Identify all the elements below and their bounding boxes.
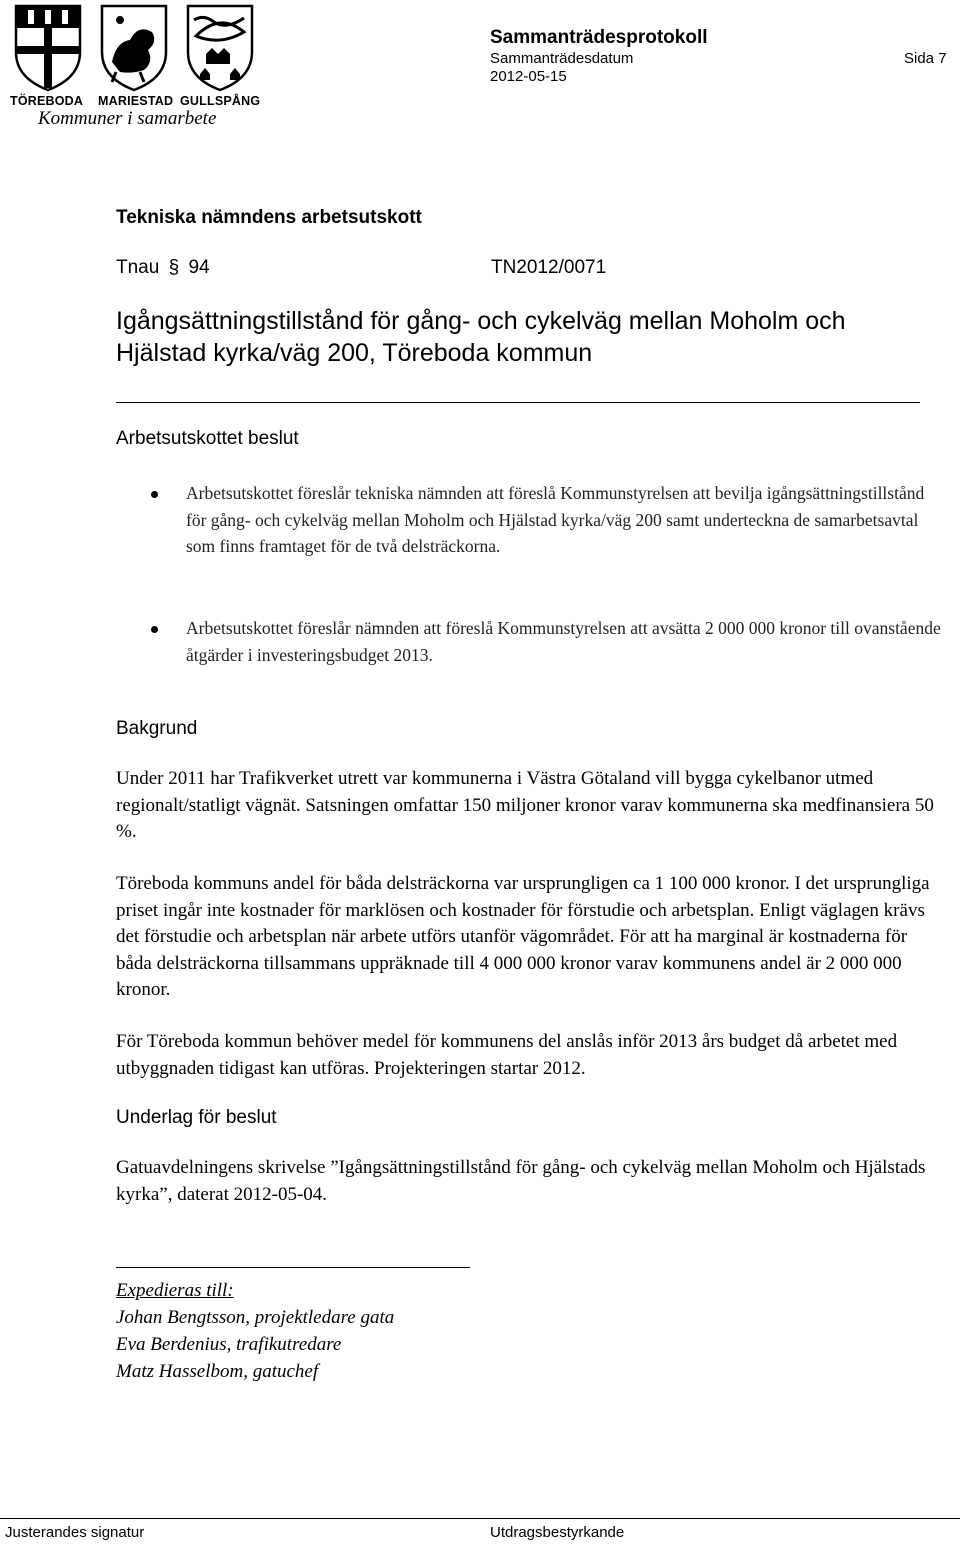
basis-paragraph: Gatuavdelningens skrivelse ”Igångsättningstillstånd för gång- och cykelväg mellan Moholm och Hjälstads kyrka”, daterat 2012-05-04. [116,1157,926,1205]
logo-caption-gullspang: GULLSPÅNG [180,94,261,108]
gullspang-coat-of-arms-icon [188,6,252,90]
distribution-recipient: Eva Berdenius, trafikutredare [116,1334,342,1355]
page-number: Sida 7 [904,50,947,67]
municipality-logos [8,2,266,134]
meeting-date-value: 2012-05-15 [490,68,567,85]
meeting-date-label: Sammanträdesdatum [490,50,634,67]
paragraph-reference [116,257,210,279]
background-heading: Bakgrund [116,718,198,739]
logo-caption-mariestad: MARIESTAD [98,94,174,108]
case-number: TN2012/0071 [491,257,607,278]
mariestad-coat-of-arms-icon [102,6,166,90]
extract-certification-label: Utdragsbestyrkande [490,1524,625,1541]
document-type: Sammanträdesprotokoll [490,27,708,48]
page-title: Igångsättningstillstånd för gång- och cykelväg mellan Moholm och Hjälstad kyrka/väg 200, Töreboda kommun [116,307,846,367]
committee-name: Tekniska nämndens arbetsutskott [116,207,422,228]
bullet-icon [151,626,158,633]
decision-bullet: Arbetsutskottet föreslår nämnden att föreslå Kommunstyrelsen att avsätta 2 000 000 kronor till ovanstående åtgärder i investeringsbudget 2013. [186,618,941,665]
distribution-divider [116,1267,470,1268]
decision-bullet: Arbetsutskottet föreslår tekniska nämnden att föreslå Kommunstyrelsen att bevilja igångsättningstillstånd för gång- och cykelväg mellan Moholm och Hjälstad kyrka/väg 200 samt underteckna de samarbetsavtal som finns framtaget för de två delsträckorna. [186,483,925,556]
bullet-icon [151,491,158,498]
background-paragraph: Under 2011 har Trafikverket utrett var kommunerna i Västra Götaland vill bygga cykelbanor utmed regionalt/statligt vägnät. Satsningen omfattar 150 miljoner kronor varav kommunerna ska medfinansiera 50 %. [116,768,934,842]
logo-tagline: Kommuner i samarbete [38,108,217,129]
title-divider [116,402,920,403]
paragraph-number: 94 [188,257,210,278]
signature-label: Justerandes signatur [5,1524,145,1541]
toreboda-coat-of-arms-icon [16,6,80,90]
paragraph-sign: § [168,257,180,278]
footer-divider [0,1518,960,1519]
background-paragraph: Töreboda kommuns andel för båda delsträckorna var ursprungligen ca 1 100 000 kronor. I det ursprungliga priset ingår inte kostnader för marklösen och kostnader för förstudie och arbetsplan. Enligt väglagen krävs det förstudie och arbetsplan när arbete utförs utanför vägområdet. För att ha marginal är kostnaderna för båda delsträckorna tillsammans uppräknade till 4 000 000 kronor varav kommunens andel är 2 000 000 kronor. [116,873,930,1000]
distribution-recipient: Matz Hasselbom, gatuchef [116,1361,319,1382]
decision-heading: Arbetsutskottet beslut [116,428,299,449]
paragraph-label: Tnau [116,257,160,278]
distribution-heading: Expedieras till: [116,1280,234,1301]
background-paragraph: För Töreboda kommun behöver medel för kommunens del anslås inför 2013 års budget då arbetet med utbyggnaden tidigast kan utföras. Projekteringen startar 2012. [116,1031,898,1079]
logo-caption-toreboda: TÖREBODA [10,94,84,108]
basis-heading: Underlag för beslut [116,1107,277,1128]
distribution-recipient: Johan Bengtsson, projektledare gata [116,1307,395,1328]
